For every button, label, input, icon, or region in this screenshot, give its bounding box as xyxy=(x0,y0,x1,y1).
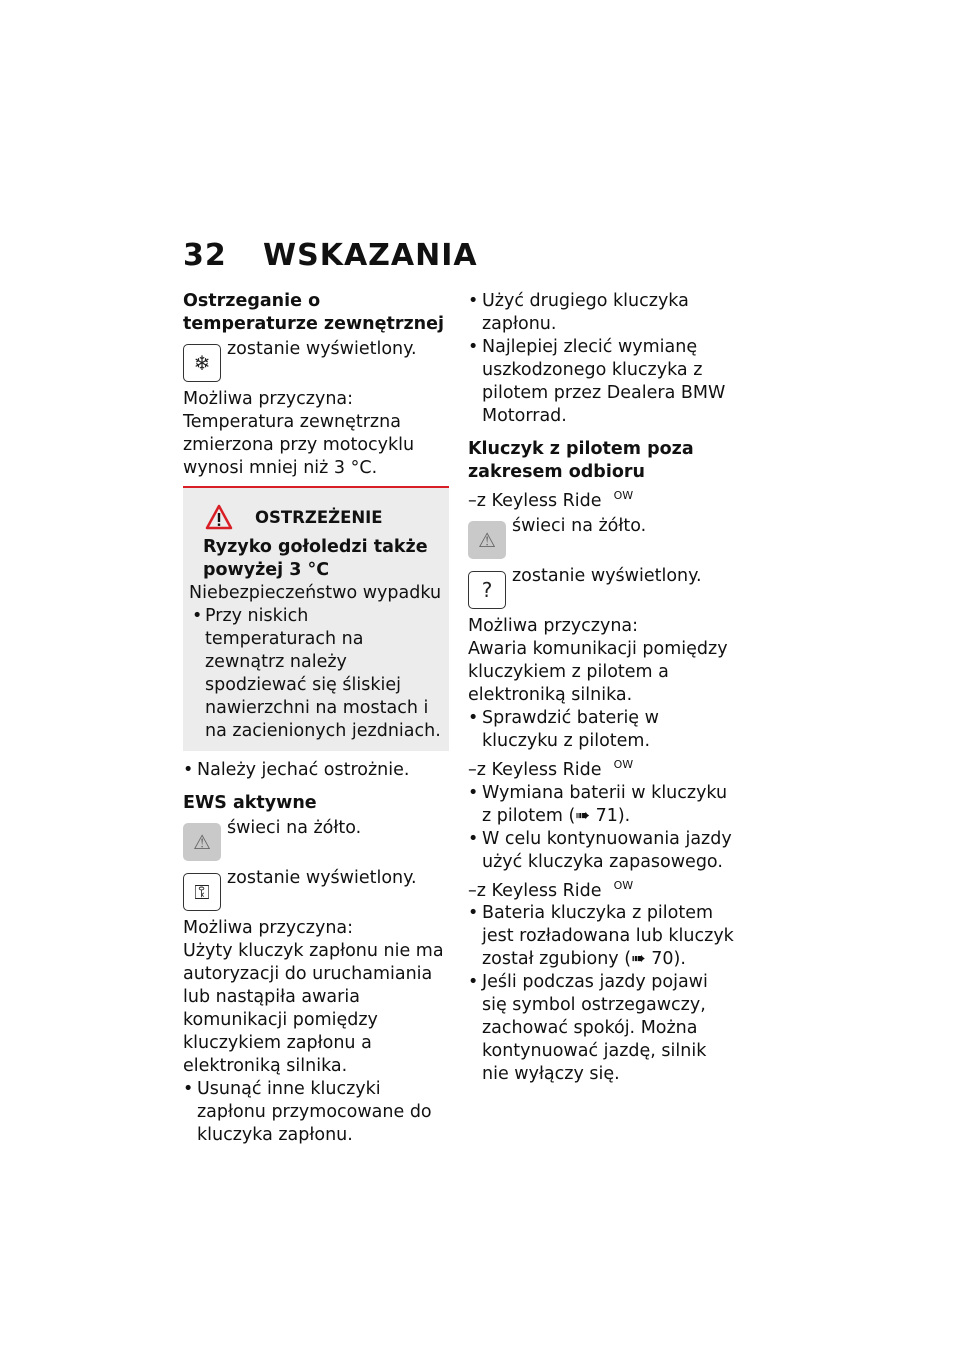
icon-caption: zostanie wyświetlony. xyxy=(227,868,417,888)
icon-caption: świeci na żółto. xyxy=(227,818,362,838)
warning-header xyxy=(205,504,443,530)
bullet-item: • Jeśli podczas jazdy pojawi się symbol ostrzegawczy, zachować spokój. Można kontynuować jazdę, silnik nie wyłączy się. xyxy=(468,971,738,1086)
section-title-ews: EWS aktywne xyxy=(183,793,317,813)
keyless-ride-note: –z Keyless Ride $^{OW}$ xyxy=(468,757,634,780)
bullet-item: • Sprawdzić baterię w kluczyku z pilotem. xyxy=(468,707,738,753)
icon-caption: świeci na żółto. xyxy=(512,515,647,536)
cause-label: Możliwa przyczyna: xyxy=(183,389,354,409)
right-column xyxy=(468,290,738,1086)
cause-text: Użyty kluczyk zapłonu nie ma autoryzacji do uruchamiania lub nastąpiła awaria komunikacji pomiędzy kluczykiem zapłonu a elektroniką silnika. xyxy=(183,941,444,1076)
bullet-item: • W celu kontynuowania jazdy użyć kluczyka zapasowego. xyxy=(468,828,738,874)
icon-row-warning xyxy=(183,817,449,861)
key-icon: ⚿ xyxy=(183,873,221,911)
bullet-item: • Wymiana baterii w kluczyku z pilotem (➠ 71). xyxy=(468,782,738,828)
icon-row-warning xyxy=(468,515,738,559)
bullet-item: • Bateria kluczyka z pilotem jest rozładowana lub kluczyk został zgubiony (➠ 70). xyxy=(468,902,738,971)
icon-caption: zostanie wyświetlony. xyxy=(512,565,702,586)
icon-row-key xyxy=(183,867,449,911)
cause-label: Możliwa przyczyna: xyxy=(183,918,354,938)
keyless-ride-note: –z Keyless Ride $^{OW}$ xyxy=(468,878,634,901)
snowflake-icon: ❄ xyxy=(183,344,221,382)
warning-triangle-icon: ⚠ xyxy=(468,521,506,559)
keyless-ride-note: –z Keyless Ride $^{OW}$ xyxy=(468,489,634,511)
warning-triangle-icon xyxy=(205,504,233,530)
section-title-outside-temp: Ostrzeganie o temperaturze zewnętrznej xyxy=(183,291,444,334)
icon-row-snowflake xyxy=(183,338,449,382)
cause-label: Możliwa przyczyna: xyxy=(468,615,639,636)
bullet-item: • Należy jechać ostrożnie. xyxy=(183,759,449,782)
bullet-item: • Użyć drugiego kluczyka zapłonu. xyxy=(468,290,738,336)
icon-row-key-question xyxy=(468,565,738,609)
icon-caption: zostanie wyświetlony. xyxy=(227,339,417,359)
warning-box xyxy=(183,486,449,751)
page-number: 32 xyxy=(183,238,227,273)
cause-text: Awaria komunikacji pomiędzy kluczykiem z pilotem a elektroniką silnika. xyxy=(468,638,728,705)
page-header xyxy=(183,238,478,273)
bullet-item: • Usunąć inne kluczyki zapłonu przymocowane do kluczyka zapłonu. xyxy=(183,1078,449,1147)
page-title: WSKAZANIA xyxy=(263,238,478,273)
section-title-key-range: Kluczyk z pilotem poza zakresem odbioru xyxy=(468,439,694,482)
warning-triangle-icon: ⚠ xyxy=(183,823,221,861)
warning-label: OSTRZEŻENIE xyxy=(255,507,383,527)
key-question-icon: ? xyxy=(468,571,506,609)
warning-title: Ryzyko gołoledzi także powyżej 3 °C xyxy=(203,537,428,580)
left-column xyxy=(183,290,449,1147)
cause-text: Temperatura zewnętrzna zmierzona przy motocyklu wynosi mniej niż 3 °C. xyxy=(183,412,415,478)
warning-text: Niebezpieczeństwo wypadku xyxy=(189,583,442,603)
warning-bullet: • Przy niskich temperaturach na zewnątrz należy spodziewać się śliskiej nawierzchni na mostach i na zacienionych jezdniach. xyxy=(189,605,443,743)
bullet-item: • Najlepiej zlecić wymianę uszkodzonego kluczyka z pilotem przez Dealera BMW Motorrad. xyxy=(468,336,738,428)
